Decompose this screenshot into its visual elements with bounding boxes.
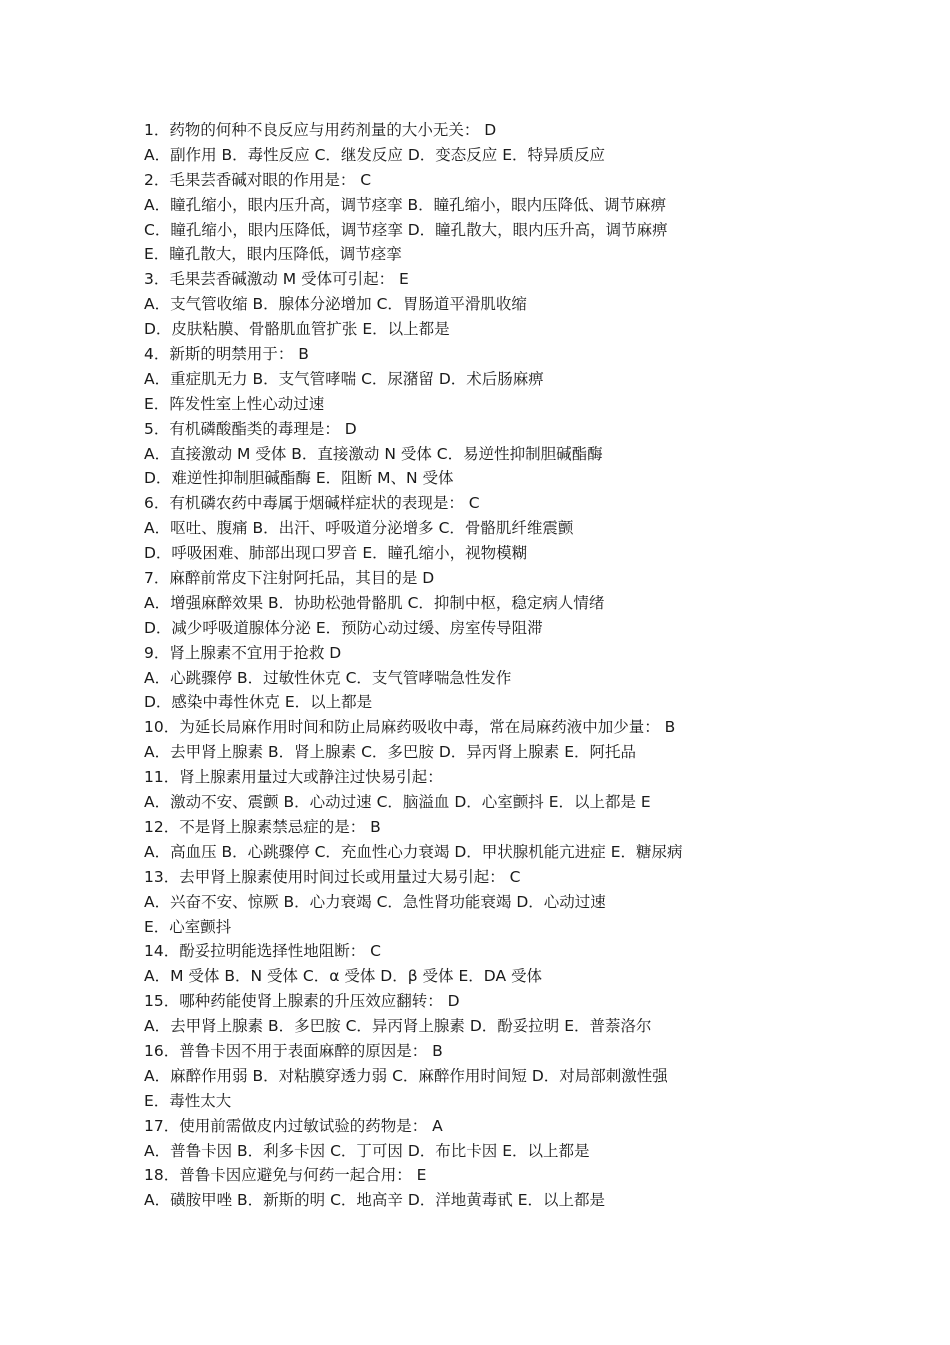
text-line: A．心跳骤停 B．过敏性休克 C．支气管哮喘急性发作 [144, 668, 512, 687]
text-line: 9．肾上腺素不宜用于抢救 D [144, 643, 342, 662]
text-line: 15．哪种药能使肾上腺素的升压效应翻转： D [144, 992, 460, 1011]
text-line: A．支气管收缩 B．腺体分泌增加 C．胃肠道平滑肌收缩 [144, 295, 527, 314]
text-line: C．瞳孔缩小，眼内压降低，调节痉挛 D．瞳孔散大，眼内压升高，调节麻痹 [144, 220, 668, 239]
text-line: A．呕吐、腹痛 B．出汗、呼吸道分泌增多 C．骨骼肌纤维震颤 [144, 519, 574, 538]
text-line: 12．不是肾上腺素禁忌症的是： B [144, 817, 381, 836]
text-line: A．高血压 B．心跳骤停 C．充血性心力衰竭 D．甲状腺机能亢进症 E．糖尿病 [144, 842, 683, 861]
question-list [144, 118, 914, 1213]
text-line: A．麻醉作用弱 B．对粘膜穿透力弱 C．麻醉作用时间短 D．对局部刺激性强 [144, 1066, 668, 1085]
text-line: 7．麻醉前常皮下注射阿托品，其目的是 D [144, 569, 435, 588]
text-line: 18．普鲁卡因应避免与何药一起合用： E [144, 1166, 427, 1185]
text-line: A．激动不安、震颤 B．心动过速 C．脑溢血 D．心室颤抖 E．以上都是 E [144, 793, 651, 812]
text-line: A．增强麻醉效果 B．协助松弛骨骼肌 C．抑制中枢，稳定病人情绪 [144, 593, 605, 612]
text-line: A．去甲肾上腺素 B．多巴胺 C．异丙肾上腺素 D．酚妥拉明 E．普萘洛尔 [144, 1017, 652, 1036]
text-line: 6．有机磷农药中毒属于烟碱样症状的表现是： C [144, 494, 480, 513]
text-line: 16．普鲁卡因不用于表面麻醉的原因是： B [144, 1041, 443, 1060]
text-line: 10．为延长局麻作用时间和防止局麻药吸收中毒，常在局麻药液中加少量： B [144, 718, 676, 737]
text-line: 3．毛果芸香碱激动 M 受体可引起： E [144, 270, 409, 289]
text-line: A．重症肌无力 B．支气管哮喘 C．尿潴留 D．术后肠麻痹 [144, 369, 544, 388]
text-line: E．瞳孔散大，眼内压降低，调节痉挛 [144, 245, 402, 264]
text-line: D．减少呼吸道腺体分泌 E．预防心动过缓、房室传导阻滞 [144, 618, 543, 637]
text-line: 4．新斯的明禁用于： B [144, 345, 309, 364]
text-line: 13．去甲肾上腺素使用时间过长或用量过大易引起： C [144, 867, 521, 886]
text-line: 14．酚妥拉明能选择性地阻断： C [144, 942, 381, 961]
text-line: A．瞳孔缩小，眼内压升高，调节痉挛 B．瞳孔缩小，眼内压降低、调节麻痹 [144, 195, 667, 214]
text-line: 1．药物的何种不良反应与用药剂量的大小无关： D [144, 121, 497, 139]
text-line: D．难逆性抑制胆碱酯酶 E．阻断 M、N 受体 [144, 469, 454, 488]
text-line: D．感染中毒性休克 E．以上都是 [144, 693, 373, 712]
text-line: A．去甲肾上腺素 B．肾上腺素 C．多巴胺 D．异丙肾上腺素 E．阿托品 [144, 743, 636, 762]
text-line: 2．毛果芸香碱对眼的作用是： C [144, 170, 372, 189]
text-line: E．阵发性室上性心动过速 [144, 394, 325, 413]
text-line: D．皮肤粘膜、骨骼肌血管扩张 E．以上都是 [144, 320, 450, 339]
text-line: A．磺胺甲唑 B．新斯的明 C．地高辛 D．洋地黄毒甙 E．以上都是 [144, 1191, 605, 1210]
text-line: A．普鲁卡因 B．利多卡因 C．丁可因 D．布比卡因 E．以上都是 [144, 1141, 590, 1160]
text-line: A．直接激动 M 受体 B．直接激动 N 受体 C．易逆性抑制胆碱酯酶 [144, 444, 603, 463]
text-line: A．M 受体 B．N 受体 C．α 受体 D．β 受体 E．DA 受体 [144, 967, 542, 986]
text-line: E．心室颤抖 [144, 917, 232, 936]
text-line: D．呼吸困难、肺部出现口罗音 E．瞳孔缩小，视物模糊 [144, 544, 528, 563]
text-line: A．副作用 B．毒性反应 C．继发反应 D．变态反应 E．特异质反应 [144, 145, 605, 164]
text-line: 5．有机磷酸酯类的毒理是： D [144, 419, 357, 438]
text-line: 17．使用前需做皮内过敏试验的药物是： A [144, 1116, 443, 1135]
text-line: E．毒性太大 [144, 1091, 232, 1110]
text-line: A．兴奋不安、惊厥 B．心力衰竭 C．急性肾功能衰竭 D．心动过速 [144, 892, 606, 911]
text-line: 11．肾上腺素用量过大或静注过快易引起： [144, 768, 443, 787]
